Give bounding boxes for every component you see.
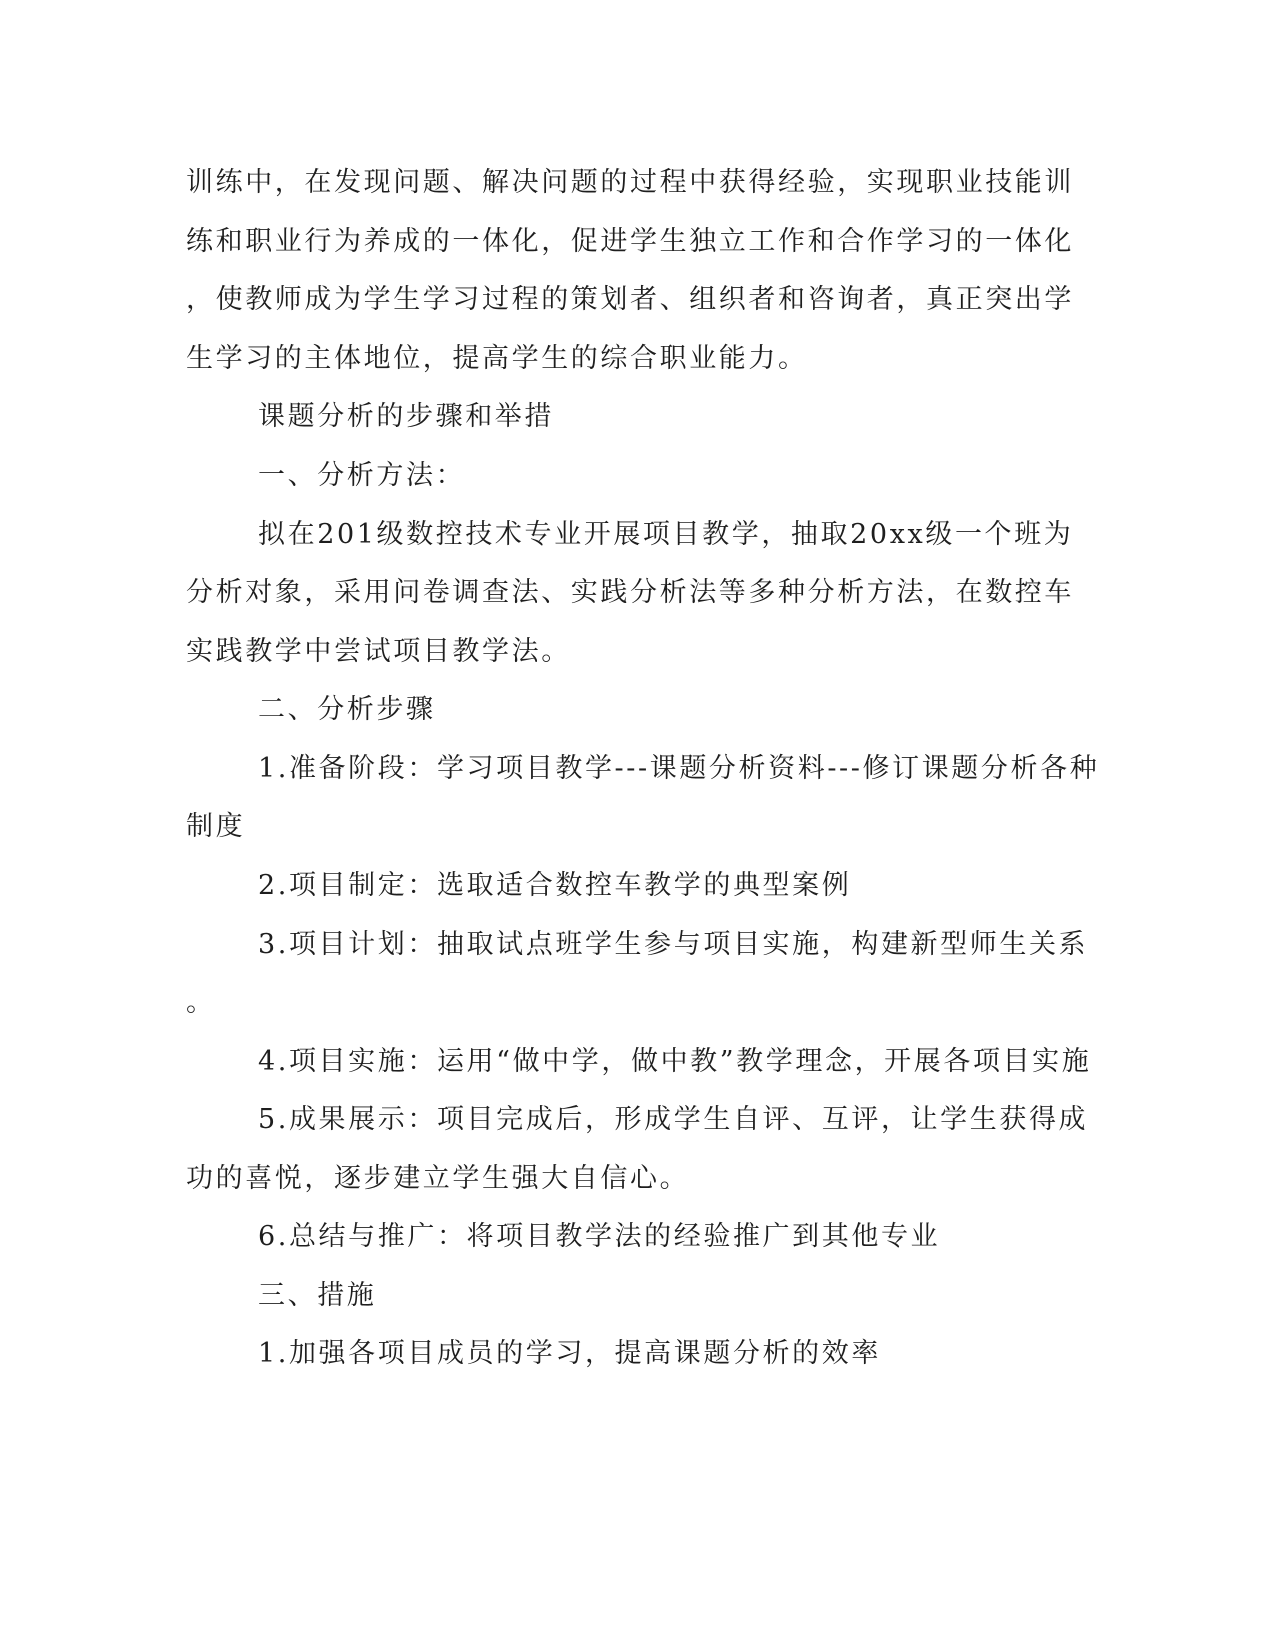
paragraph-line: 分析对象，采用问卷调查法、实践分析法等多种分析方法，在数控车 bbox=[186, 577, 1074, 608]
list-item-continuation: 制度 bbox=[186, 811, 246, 842]
paragraph-line: 练和职业行为养成的一体化，促进学生独立工作和合作学习的一体化 bbox=[186, 226, 1074, 257]
paragraph-line: 生学习的主体地位，提高学生的综合职业能力。 bbox=[186, 343, 808, 374]
list-item: 5.成果展示：项目完成后，形成学生自评、互评，让学生获得成 bbox=[258, 1104, 1089, 1135]
paragraph-line: ，使教师成为学生学习过程的策划者、组织者和咨询者，真正突出学 bbox=[186, 284, 1074, 315]
list-item: 4.项目实施：运用“做中学，做中教”教学理念，开展各项目实施 bbox=[258, 1046, 1092, 1077]
list-item: 1.加强各项目成员的学习，提高课题分析的效率 bbox=[258, 1338, 881, 1369]
section-heading: 一、分析方法： bbox=[258, 460, 466, 491]
paragraph-line: 拟在201级数控技术专业开展项目教学，抽取20xx级一个班为 bbox=[258, 519, 1074, 550]
section-heading: 课题分析的步骤和举措 bbox=[258, 401, 554, 432]
list-item: 2.项目制定：选取适合数控车教学的典型案例 bbox=[258, 870, 852, 901]
list-item-continuation: 。 bbox=[186, 987, 216, 1018]
list-item: 1.准备阶段：学习项目教学---课题分析资料---修订课题分析各种 bbox=[258, 753, 1100, 784]
list-item: 3.项目计划：抽取试点班学生参与项目实施，构建新型师生关系 bbox=[258, 929, 1089, 960]
section-heading: 二、分析步骤 bbox=[258, 694, 436, 725]
list-item-continuation: 功的喜悦，逐步建立学生强大自信心。 bbox=[186, 1163, 690, 1194]
paragraph-line: 实践教学中尝试项目教学法。 bbox=[186, 636, 571, 667]
paragraph-line: 训练中，在发现问题、解决问题的过程中获得经验，实现职业技能训 bbox=[186, 167, 1074, 198]
section-heading: 三、措施 bbox=[258, 1280, 377, 1311]
list-item: 6.总结与推广：将项目教学法的经验推广到其他专业 bbox=[258, 1221, 941, 1252]
